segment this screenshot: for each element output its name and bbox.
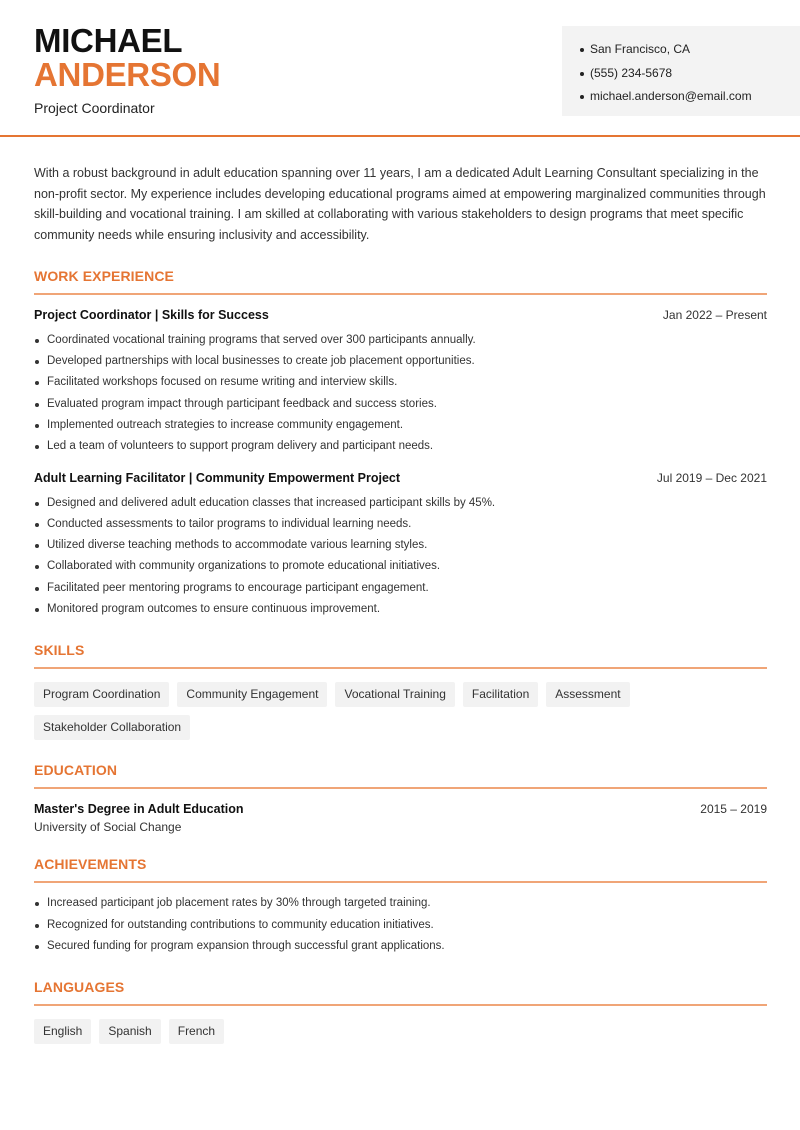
language-tag: Spanish xyxy=(99,1019,160,1044)
achievements-heading: ACHIEVEMENTS xyxy=(34,856,767,883)
list-item: Developed partnerships with local businesses to create job placement opportunities. xyxy=(34,351,767,372)
list-item: Monitored program outcomes to ensure continuous improvement. xyxy=(34,599,767,620)
job-bullets xyxy=(34,330,767,458)
job-dates: Jul 2019 – Dec 2021 xyxy=(656,470,767,485)
skill-tag: Stakeholder Collaboration xyxy=(34,715,190,740)
list-item: Coordinated vocational training programs that served over 300 participants annually. xyxy=(34,330,767,351)
job-title: Adult Learning Facilitator | Community Empowerment Project xyxy=(34,470,401,485)
resume-header xyxy=(0,0,800,137)
skill-tag: Vocational Training xyxy=(335,682,454,707)
education-section xyxy=(34,762,767,834)
list-item: Increased participant job placement rates by 30% through targeted training. xyxy=(34,893,767,914)
list-item: Designed and delivered adult education classes that increased participant skills by 45%. xyxy=(34,493,767,514)
contact-box xyxy=(562,26,800,116)
languages-heading: LANGUAGES xyxy=(34,979,767,1006)
contact-email: michael.anderson@email.com xyxy=(580,85,800,109)
list-item: Collaborated with community organizations to promote educational initiatives. xyxy=(34,556,767,577)
language-tag: English xyxy=(34,1019,91,1044)
resume-body xyxy=(34,137,767,1044)
job-title: Project Coordinator xyxy=(34,100,155,116)
list-item: Facilitated workshops focused on resume writing and interview skills. xyxy=(34,372,767,393)
achievements-section xyxy=(34,856,767,957)
list-item: Utilized diverse teaching methods to accommodate various learning styles. xyxy=(34,535,767,556)
work-experience-heading: WORK EXPERIENCE xyxy=(34,268,767,295)
list-item: Secured funding for program expansion through successful grant applications. xyxy=(34,936,767,957)
work-experience-section xyxy=(34,268,767,621)
contact-phone: (555) 234-5678 xyxy=(580,62,800,86)
education-heading: EDUCATION xyxy=(34,762,767,789)
list-item: Facilitated peer mentoring programs to encourage participant engagement. xyxy=(34,578,767,599)
list-item: Recognized for outstanding contributions to community education initiatives. xyxy=(34,915,767,936)
skills-heading: SKILLS xyxy=(34,642,767,669)
education-entry xyxy=(34,802,767,834)
contact-list xyxy=(580,38,800,109)
contact-location: San Francisco, CA xyxy=(580,38,800,62)
list-item: Implemented outreach strategies to increase community engagement. xyxy=(34,415,767,436)
last-name: ANDERSON xyxy=(34,56,221,93)
list-item: Evaluated program impact through participant feedback and success stories. xyxy=(34,394,767,415)
summary-paragraph: With a robust background in adult education spanning over 11 years, I am a dedicated Adult Learning Consultant specializing in the non-profit sector. My experience includes developing educational programs aimed at empowering marginalized communities through skill-building and vocational training. I am skilled at collaborating with various stakeholders to design programs that meet specific community needs while ensuring inclusivity and accessibility. xyxy=(34,166,766,243)
degree-title: Master's Degree in Adult Education xyxy=(34,802,244,817)
first-name: MICHAEL xyxy=(34,22,183,59)
skill-tag: Community Engagement xyxy=(177,682,327,707)
candidate-name xyxy=(34,24,220,92)
list-item: Led a team of volunteers to support program delivery and participant needs. xyxy=(34,436,767,457)
education-dates: 2015 – 2019 xyxy=(700,802,767,817)
list-item: Conducted assessments to tailor programs to individual learning needs. xyxy=(34,514,767,535)
job-bullets xyxy=(34,493,767,621)
skill-tag: Facilitation xyxy=(463,682,538,707)
job-entry xyxy=(34,308,767,458)
skills-tags xyxy=(34,682,767,740)
skill-tag: Assessment xyxy=(546,682,629,707)
languages-section xyxy=(34,979,767,1044)
skill-tag: Program Coordination xyxy=(34,682,169,707)
school-name: University of Social Change xyxy=(34,820,182,835)
job-entry xyxy=(34,471,767,621)
language-tag: French xyxy=(169,1019,224,1044)
job-dates: Jan 2022 – Present xyxy=(662,307,767,322)
language-tags xyxy=(34,1019,767,1044)
achievements-list xyxy=(34,893,767,957)
job-title: Project Coordinator | Skills for Success xyxy=(34,307,269,322)
skills-section xyxy=(34,642,767,740)
